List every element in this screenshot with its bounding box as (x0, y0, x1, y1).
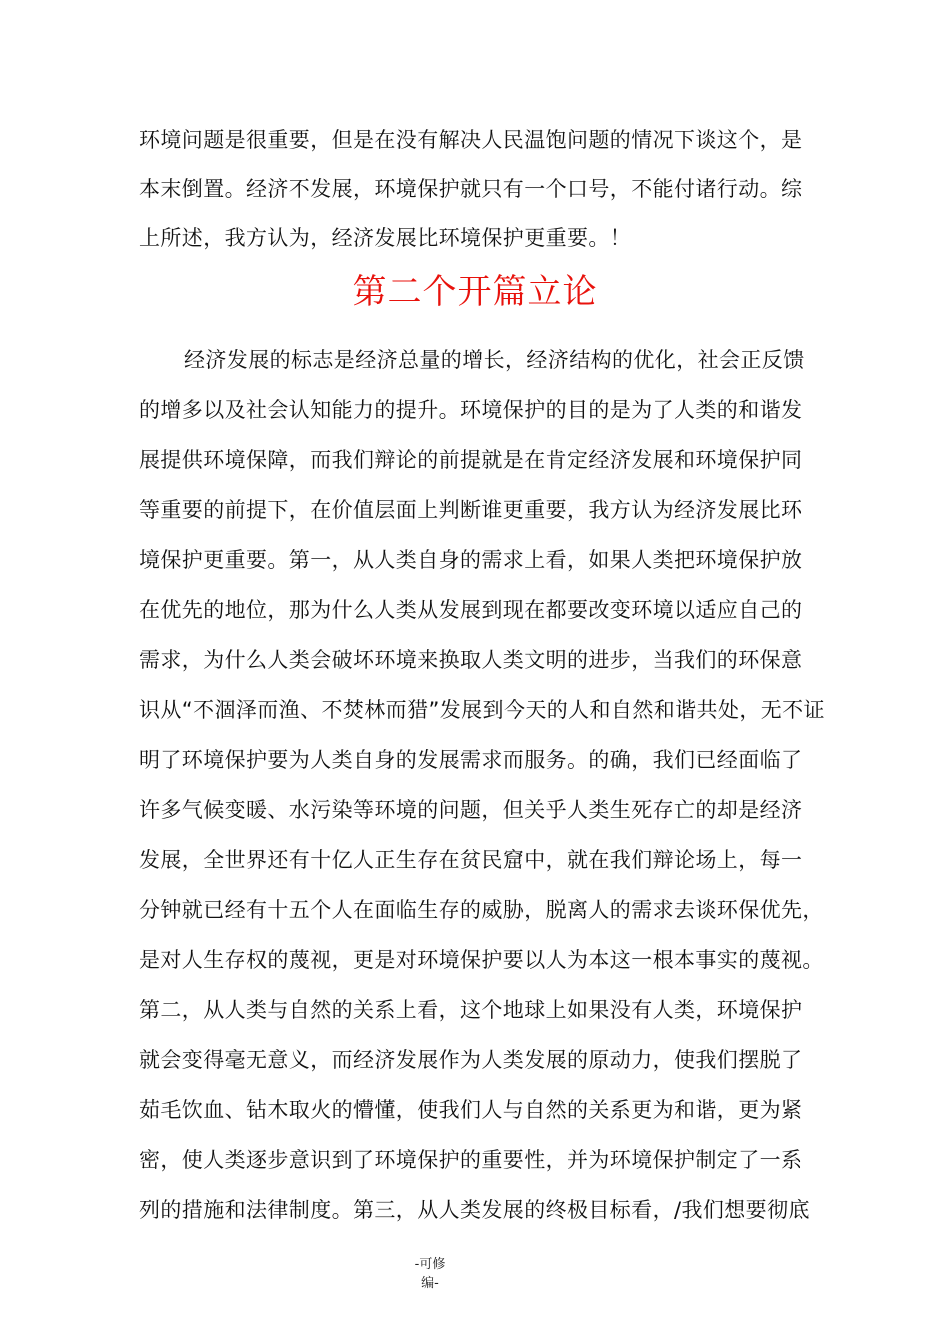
body-line-15: 就会变得毫无意义，而经济发展作为人类发展的原动力，使我们摆脱了 (139, 1048, 803, 1072)
footer-line-2: 编- (421, 1276, 439, 1291)
section-heading: 第二个开篇立论 (352, 272, 598, 312)
body-line-16: 茹毛饮血、钻木取火的懵懂，使我们人与自然的关系更为和谐，更为紧 (139, 1098, 803, 1122)
intro-line-2: 本末倒置。经济不发展，环境保护就只有一个口号，不能付诸行动。综 (139, 177, 803, 201)
body-line-10: 许多气候变暖、水污染等环境的问题，但关乎人类生死存亡的却是经济 (139, 798, 803, 822)
body-line-4: 等重要的前提下，在价值层面上判断谁更重要，我方认为经济发展比环 (139, 498, 803, 522)
intro-line-1: 环境问题是很重要，但是在没有解决人民温饱问题的情况下谈这个，是 (139, 128, 803, 152)
body-line-13: 是对人生存权的蔑视，更是对环境保护要以人为本这一根本事实的蔑视。 (139, 948, 824, 972)
body-line-5: 境保护更重要。第一，从人类自身的需求上看，如果人类把环境保护放 (139, 548, 803, 572)
intro-line-3: 上所述，我方认为，经济发展比环境保护更重要。！ (139, 226, 632, 250)
body-line-8: 识从“不涸泽而渔、不焚林而猎”发展到今天的人和自然和谐共处，无不证 (139, 698, 825, 722)
body-line-12: 分钟就已经有十五个人在面临生存的威胁，脱离人的需求去谈环保优先， (139, 898, 824, 922)
body-line-17: 密，使人类逐步意识到了环境保护的重要性，并为环境保护制定了一系 (139, 1148, 803, 1172)
body-line-14: 第二，从人类与自然的关系上看，这个地球上如果没有人类，环境保护 (139, 998, 803, 1022)
body-line-3: 展提供环境保障，而我们辩论的前提就是在肯定经济发展和环境保护同 (139, 448, 803, 472)
body-line-7: 需求，为什么人类会破坏环境来换取人类文明的进步，当我们的环保意 (139, 648, 803, 672)
body-line-2: 的增多以及社会认知能力的提升。环境保护的目的是为了人类的和谐发 (139, 398, 803, 422)
body-line-18: 列的措施和法律制度。第三，从人类发展的终极目标看，/我们想要彻底 (139, 1198, 810, 1222)
footer-line-1: -可修 (414, 1257, 446, 1272)
body-line-11: 发展，全世界还有十亿人正生存在贫民窟中，就在我们辩论场上，每一 (139, 848, 803, 872)
body-line-1: 经济发展的标志是经济总量的增长，经济结构的优化，社会正反馈 (184, 348, 805, 372)
body-line-9: 明了环境保护要为人类自身的发展需求而服务。的确，我们已经面临了 (139, 748, 803, 772)
body-line-6: 在优先的地位，那为什么人类从发展到现在都要改变环境以适应自己的 (139, 598, 803, 622)
